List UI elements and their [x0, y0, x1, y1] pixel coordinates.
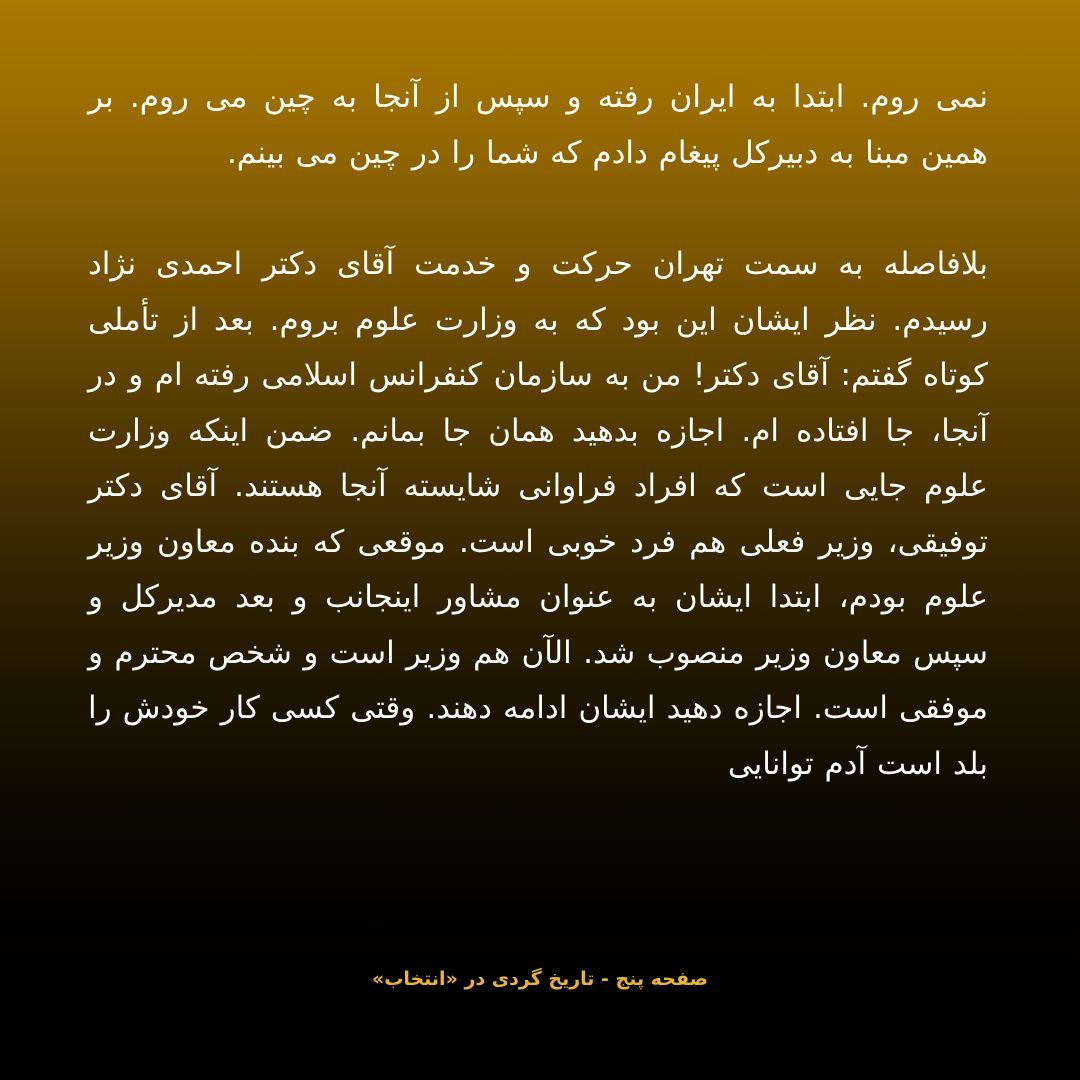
paragraph-1: نمی روم. ابتدا به ایران رفته و سپس از آنجا به چین می روم. بر همین مبنا به دبیرکل پیغام دادم که شما را در چین می بینم.: [88, 79, 988, 171]
page-footer-caption: صفحه پنج - تاریخ گردی در «انتخاب»: [371, 968, 709, 990]
paragraph-2: بلافاصله به سمت تهران حرکت و خدمت آقای دکتر احمدی نژاد رسیدم. نظر ایشان این بود که به وزارت علوم بروم. بعد از تأملی کوتاه گفتم: آقای دکتر! من به سازمان کنفرانس اسلامی رفته ام و در آنجا، جا افتاده ام. اجازه بدهید همان جا بمانم. ضمن اینکه وزارت علوم جایی است که افراد فراوانی شایسته آنجا هستند. آقای دکتر توفیقی، وزیر فعلی هم فرد خوبی است. موقعی که بنده معاون وزیر علوم بودم، ابتدا ایشان به عنوان مشاور اینجانب و بعد مدیرکل و سپس معاون وزیر منصوب شد. الآن هم وزیر است و شخص محترم و موفقی است. اجازه دهید ایشان ادامه دهند. وقتی کسی کار خودش را بلد است آدم توانایی: [88, 246, 988, 782]
article-body: [88, 70, 988, 792]
